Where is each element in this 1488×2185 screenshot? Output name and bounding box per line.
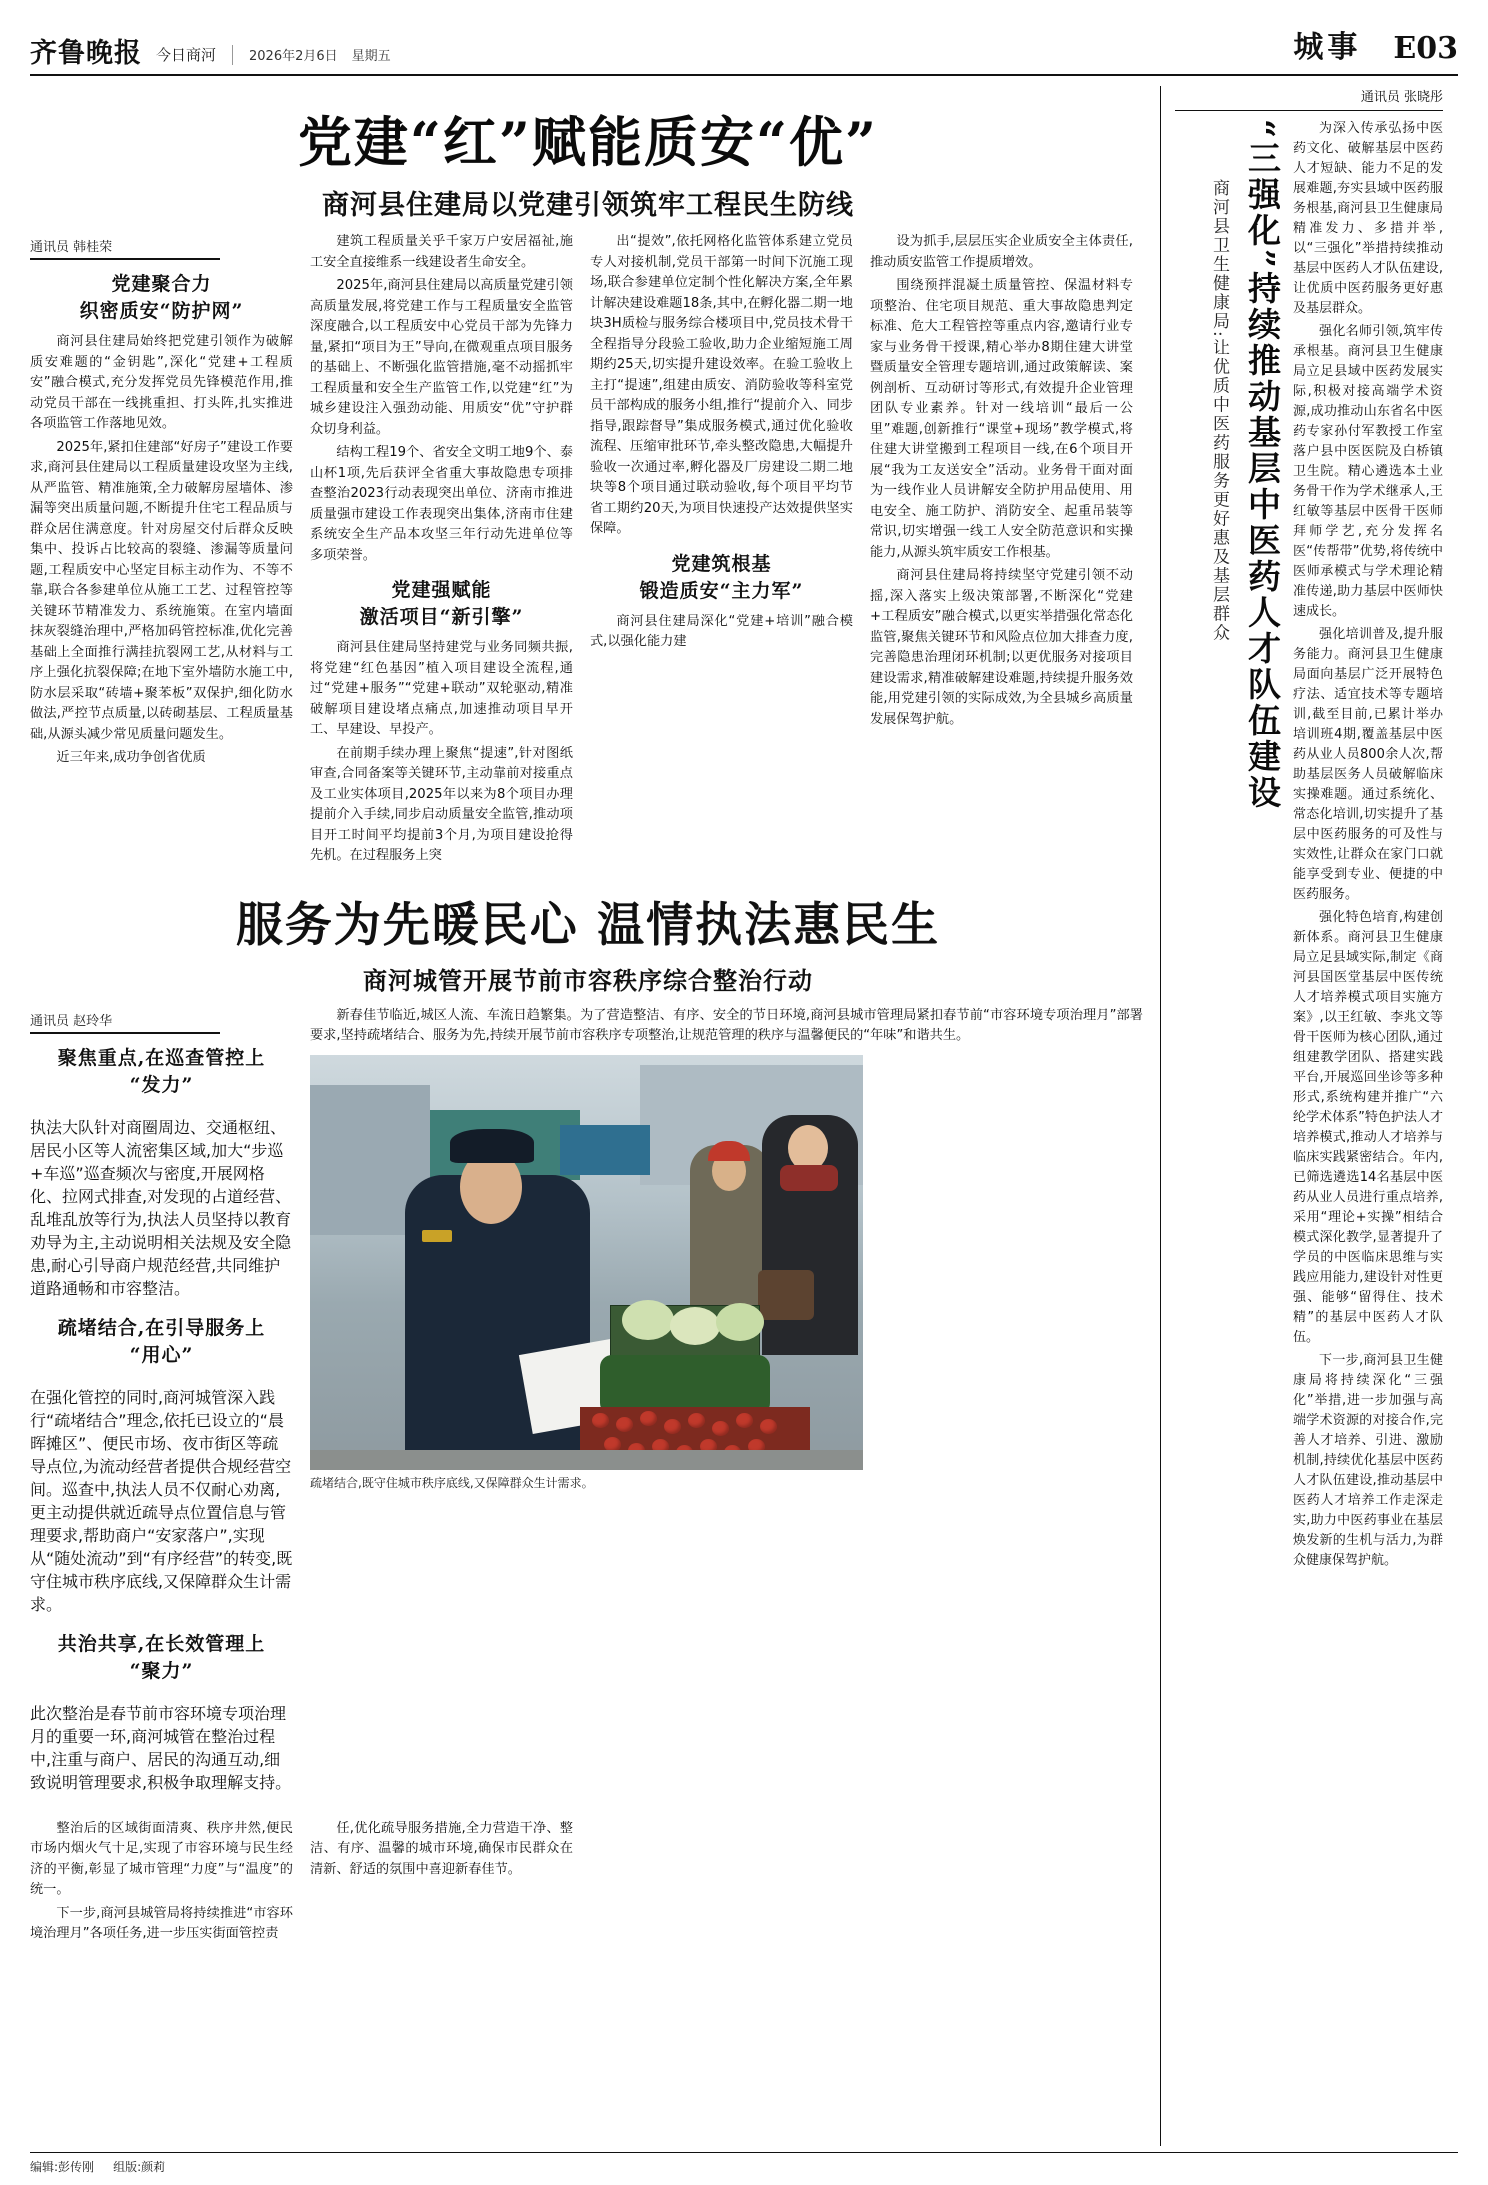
paragraph: 近三年来,成功争创省优质 [56, 750, 206, 765]
subheading-line: 党建聚合力 [111, 273, 212, 295]
issue-date: 2026年2月6日 [249, 49, 338, 64]
photo-tomato [712, 1421, 729, 1436]
paragraph: 2025年,紧扣住建部“好房子”建设工作要求,商河县住建局以工程质量建设攻坚为主线,从严监管、精准施策,全力破解房屋墙体、渗漏等突出质量问题,不断提升住宅工程品质与群众居住满意度。针对房屋交付后群众反映集中、投诉占比较高的裂缝、渗漏等质量问题,工程质安中心坚定目标主动作为、不等不靠,联合各参建单位从施工工艺、过程管控等关键环节精准发力、系统施策。在室内墙面抹灰裂缝治理中,严格加码管控标准,优化完善基础上全面推行满挂抗裂网工艺,从材料与工序上强化抗裂保障;在地下室外墙防水施工中,防水层采取“砖墙+聚苯板”双保护,细化防水做法,严控节点质量,以砖砌基层、工程质量基础,从源头减少常见质量问题发生。 [30, 439, 293, 742]
photo-tomato [664, 1419, 681, 1434]
subheading-line: “聚力” [129, 1659, 194, 1682]
photo-cabbage [622, 1300, 674, 1340]
photo-tomato [616, 1417, 633, 1432]
main-content [30, 86, 1160, 2146]
rail-subhead: 商河县卫生健康局:让优质中医药服务更好惠及基层群众 [1209, 179, 1229, 643]
masthead [30, 22, 1458, 76]
subheading-line: 党建筑根基 [671, 552, 772, 575]
article1-columns [30, 232, 1146, 870]
photo-awning [560, 1125, 650, 1175]
article2-subheading-3 [30, 1631, 293, 1685]
paragraph: 出“提效”,依托网格化监管体系建立党员专人对接机制,党员干部第一时间下沉施工现场,联合参建单位定制个性化解决方案,全年累计解决建设难题18条,其中,在孵化器二期一地块3H质检与服务综合楼项目中,党员技术骨干全程指导分段验工验收,助力企业缩短施工周期约25天,切实提升建设效率。在验工验收上主打“提速”,组建由质安、消防验收等科室党员干部构成的服务小组,推行“提前介入、同步指导,跟踪督导”集成服务模式,通过优化验收流程、压缩审批环节,牵头整改隐患,大幅提升验收一次通过率,孵化器及厂房建设二期二地块等8个项目通过联动验收,每个项目平均节省工期约20天,为项目快速投产达效提供坚实保障。 [590, 234, 853, 536]
photo-cabbage [670, 1307, 720, 1345]
article2-col2 [30, 1819, 293, 1948]
subheading-line: “用心” [129, 1343, 194, 1366]
photo-shopper-face [788, 1125, 828, 1171]
article2-byline: 通讯员 赵玲华 [30, 1013, 113, 1029]
photo-tomato [592, 1413, 609, 1428]
article1-byline: 通讯员 韩桂荣 [30, 240, 113, 255]
paragraph: 在强化管控的同时,商河城管深入践行“疏堵结合”理念,依托已设立的“晨晖摊区”、便民市场、夜市街区等疏导点位,为流动经营者提供合规经营空间。巡查中,执法人员不仅耐心劝离,更主动提供就近疏导点位置信息与管理要求,帮助商户“安家落户”,实现从“随处流动”到“有序经营”的转变,既守住城市秩序底线,又保障群众生计需求。 [30, 1387, 293, 1614]
paragraph: 强化培训普及,提升服务能力。商河县卫生健康局面向基层广泛开展特色疗法、适宜技术等专题培训,截至目前,已累计举办培训班4期,覆盖基层中医药从业人员800余人次,帮助基层医务人员破解临床实操难题。通过系统化、常态化培训,切实提升了基层中医药服务的可及性与实效性,让群众在家门口就能享受到专业、便捷的中医药服务。 [1293, 627, 1443, 902]
paragraph: 在前期手续办理上聚焦“提速”,针对图纸审查,合同备案等关键环节,主动靠前对接重点及工业实体项目,2025年以来为8个项目办理提前介入手续,同步启动质量安全监管,推动项目开工时间平均提前3个月,为项目建设抢得先机。在过程服务上突 [310, 745, 573, 863]
footer-composer: 组版:颜莉 [113, 2160, 166, 2174]
photo-officer-cap [450, 1129, 534, 1163]
article2-subhead: 商河城管开展节前市容秩序综合整治行动 [363, 965, 813, 995]
news-photo [310, 1055, 863, 1470]
subheading-line: 党建强赋能 [391, 579, 492, 601]
paragraph: 结构工程19个、省安全文明工地9个、泰山杯1项,先后获评全省重大事故隐患专项排查整治2023行动表现突出单位、济南市推进质量强市建设工作表现突出集体,济南市住建系统安全生产品本攻坚三年行动先进单位等多项荣誉。 [310, 445, 573, 563]
paragraph: 商河县住建局将持续坚守党建引领不动摇,深入落实上级决策部署,不断深化“党建+工程质安”融合模式,以更实举措强化常态化监管,聚焦关键环节和风险点位加大排查力度,完善隐患治理闭环机制;以更优服务对接项目建设需求,精准破解建设难题,持续提升服务效能,用党建引领的实际成效,为全县城乡高质量发展保驾护航。 [870, 568, 1133, 727]
photo-tomato [736, 1413, 753, 1428]
article-party-building [30, 100, 1146, 870]
paragraph: 任,优化疏导服务措施,全力营造干净、整洁、有序、温馨的城市环境,确保市民群众在清新、舒适的氛围中喜迎新春佳节。 [310, 1820, 573, 1877]
photo-caption: 疏堵结合,既守住城市秩序底线,又保障群众生计需求。 [310, 1475, 594, 1490]
photo-tomato [640, 1411, 657, 1426]
section-title: 城事 [1293, 30, 1362, 65]
sidebar-article-tcm [1175, 86, 1443, 2146]
article2-col3 [310, 1819, 573, 1948]
footer-editor: 编辑:彭传刚 [30, 2160, 95, 2174]
article1-subheading-3 [590, 551, 853, 605]
photo-officer-shoulder-badge [422, 1230, 452, 1242]
subheading-line: 共治共享,在长效管理上 [57, 1632, 266, 1655]
paragraph: 此次整治是春节前市容环境专项治理月的重要一环,商河城管在整治过程中,注重与商户、居民的沟通互动,细致说明管理要求,积极争取理解支持。 [30, 1703, 292, 1792]
photo-green-leaves [600, 1355, 770, 1415]
paragraph: 2025年,商河县住建局以高质量党建引领高质量发展,将党建工作与工程质量安全监管深度融合,以工程质安中心党员干部为先锋力量,紧扣“项目为王”导向,在微观重点项目服务的基础上、不断强化监管措施,毫不动摇抓牢工程质量和安全生产监管工作,以党建“红”为城乡建设注入强劲动能、用质安“优”守护群众切身利益。 [310, 278, 573, 437]
photo-shopper-scarf [780, 1165, 838, 1191]
paper-logo: 齐鲁晚报 [30, 38, 142, 69]
article1-headline: 党建“红”赋能质安“优” [297, 110, 879, 174]
byline-rule [30, 1032, 220, 1034]
rail-text-column [1293, 119, 1443, 2079]
article2-col1 [30, 1006, 293, 1809]
photo-handbag [758, 1270, 814, 1320]
paragraph: 设为抓手,层层压实企业质安全主体责任,推动质安监管工作提质增效。 [870, 234, 1133, 270]
paragraph: 强化名师引领,筑牢传承根基。商河县卫生健康局立足县域中医药发展实际,积极对接高端学术资源,成功推动山东省名中医药专家孙付军教授工作室落户县中医医院及白桥镇卫生院。精心遴选本土业务骨干作为学术继承人,王红敏等基层中医骨干医师拜师学艺,充分发挥名医“传帮带”优势,将传统中医师承模式与学术理论精准传递,助力基层中医师快速成长。 [1293, 324, 1443, 619]
article2-right [310, 1006, 1143, 1809]
photo-cabbage [716, 1303, 764, 1341]
edition-label: 今日商河 [156, 46, 217, 64]
subheading-line: 锻造质安“主力军” [639, 579, 804, 602]
paragraph: 商河县住建局坚持建党与业务同频共振,将党建“红色基因”植入项目建设全流程,通过“党建+服务”“党建+联动”双轮驱动,精准破解项目建设堵点痛点,加速推动项目早开工、早建设、早投产。 [310, 640, 573, 737]
photo-figure [310, 1055, 863, 1492]
page-body [30, 86, 1458, 2146]
article2-bottom-columns [30, 1819, 1146, 1948]
photo-ground [310, 1450, 863, 1470]
paragraph: 商河县住建局深化“党建+培训”融合模式,以强化能力建 [590, 613, 853, 649]
photo-tomato [688, 1413, 705, 1428]
page-footer [30, 2152, 1458, 2175]
article1-subhead: 商河县住建局以党建引领筑牢工程民生防线 [322, 190, 854, 221]
paragraph: 商河县住建局始终把党建引领作为破解质安难题的“金钥匙”,深化“党建+工程质安”融合模式,充分发挥党员先锋模范作用,推动党员干部在一线挑重担、打头阵,扎实推进各项监管工作落地见效。 [30, 334, 293, 431]
rail-body [1175, 119, 1443, 2079]
subheading-line: 织密质安“防护网” [79, 300, 244, 322]
subheading-line: 聚焦重点,在巡查管控上 [57, 1046, 266, 1069]
article2-subheading-1 [30, 1045, 293, 1099]
paragraph: 围绕预拌混凝土质量管控、保温材料专项整治、住宅项目规范、重大事故隐患判定标准、危大工程管控等重点内容,邀请行业专家与业务骨干授课,精心举办8期住建大讲堂暨质量安全管理专题培训,通过政策解读、案例剖析、互动研讨等形式,有效提升企业管理团队专业素养。针对一线培训“最后一公里”难题,创新推行“课堂+现场”教学模式,将住建大讲堂搬到工程项目一线,在6个项目开展“我为工友送安全”活动。业务骨干面对面为一线作业人员讲解安全防护用品使用、用电安全、施工防护、消防安全、起重吊装等常识,切实增强一线工人安全防范意识和实操能力,从源头筑牢质安工作根基。 [870, 278, 1133, 560]
paragraph: 下一步,商河县城管局将持续推进“市容环境治理月”各项任务,进一步压实街面管控责 [30, 1905, 293, 1941]
byline-rule [30, 258, 220, 260]
photo-tomato [760, 1419, 777, 1434]
paragraph: 下一步,商河县卫生健康局将持续深化“三强化”举措,进一步加强与高端学术资源的对接合作,完善人才培养、引进、激励机制,持续优化基层中医药人才队伍建设,推动基层中医药人才培养工作走深走实,助力中医药事业在基层焕发新的生机与活力,为群众健康保驾护航。 [1293, 1353, 1443, 1568]
article1-subheading-1 [30, 271, 293, 325]
article1-col2 [310, 232, 573, 870]
article2-headline: 服务为先暖民心 温情执法惠民生 [235, 897, 941, 953]
masthead-divider [232, 45, 233, 65]
paragraph: 建筑工程质量关乎千家万户安居福祉,施工安全直接维系一线建设者生命安全。 [310, 234, 573, 270]
rail-headline: “三强化”持续推动基层中医药人才队伍建设 [1243, 119, 1282, 811]
article1-col4 [870, 232, 1133, 870]
article1-col1 [30, 232, 293, 870]
subheading-line: 疏堵结合,在引导服务上 [57, 1316, 266, 1339]
article2-top [30, 1006, 1146, 1809]
article2-lead: 新春佳节临近,城区人流、车流日趋繁集。为了营造整洁、有序、安全的节日环境,商河县城市管理局紧扣春节前“市容环境专项治理月”部署要求,坚持疏堵结合、服务为先,持续开展节前市容秩序专项整治,让规范管理的秩序与温馨便民的“年味”和谐共生。 [310, 1007, 1143, 1043]
page-number: E03 [1393, 31, 1458, 66]
article2-subheading-2 [30, 1315, 293, 1369]
paragraph: 整治后的区域街面清爽、秩序井然,便民市场内烟火气十足,实现了市容环境与民生经济的平衡,彰显了城市管理“力度”与“温度”的统一。 [30, 1820, 293, 1897]
issue-weekday: 星期五 [351, 49, 391, 64]
paragraph: 为深入传承弘扬中医药文化、破解基层中医药人才短缺、能力不足的发展难题,夯实县域中医药服务根基,商河县卫生健康局精准发力、多措并举,以“三强化”举措持续推动基层中医药人才队伍建设,让优质中医药服务更好惠及基层群众。 [1293, 121, 1443, 316]
rail-rule [1175, 110, 1443, 111]
article1-subheading-2 [310, 577, 573, 631]
article1-col3 [590, 232, 853, 870]
rail-byline: 通讯员 张晓彤 [1360, 90, 1443, 105]
subheading-line: 激活项目“新引擎” [359, 606, 524, 628]
paragraph: 强化特色培育,构建创新体系。商河县卫生健康局立足县域实际,制定《商河县国医堂基层中医传统人才培养模式项目实施方案》,以王红敏、李兆文等骨干医师为核心团队,通过组建教学团队、搭建实践平台,开展巡回坐诊等多种形式,系统构建并推广“六纶学术体系”特色护法人才培养模式,推动人才培养与临床实践紧密结合。年内,已筛选遴选14名基层中医药从业人员进行重点培养,采用“理论+实操”相结合模式深化教学,显著提升了学员的中医临床思维与实践应用能力,建设针对性更强、能够“留得住、技术精”的基层中医药人才队伍。 [1293, 910, 1443, 1345]
subheading-line: “发力” [129, 1073, 194, 1096]
paragraph: 执法大队针对商圈周边、交通枢纽、居民小区等人流密集区域,加大“步巡+车巡”巡查频次与密度,开展网格化、拉网式排查,对发现的占道经营、乱堆乱放等行为,执法人员坚持以教育劝导为主,主动说明相关法规及安全隐患,耐心引导商户规范经营,共同维护道路通畅和市容整洁。 [30, 1117, 292, 1298]
article-city-management [30, 888, 1146, 1948]
vertical-rule [1160, 86, 1161, 2146]
